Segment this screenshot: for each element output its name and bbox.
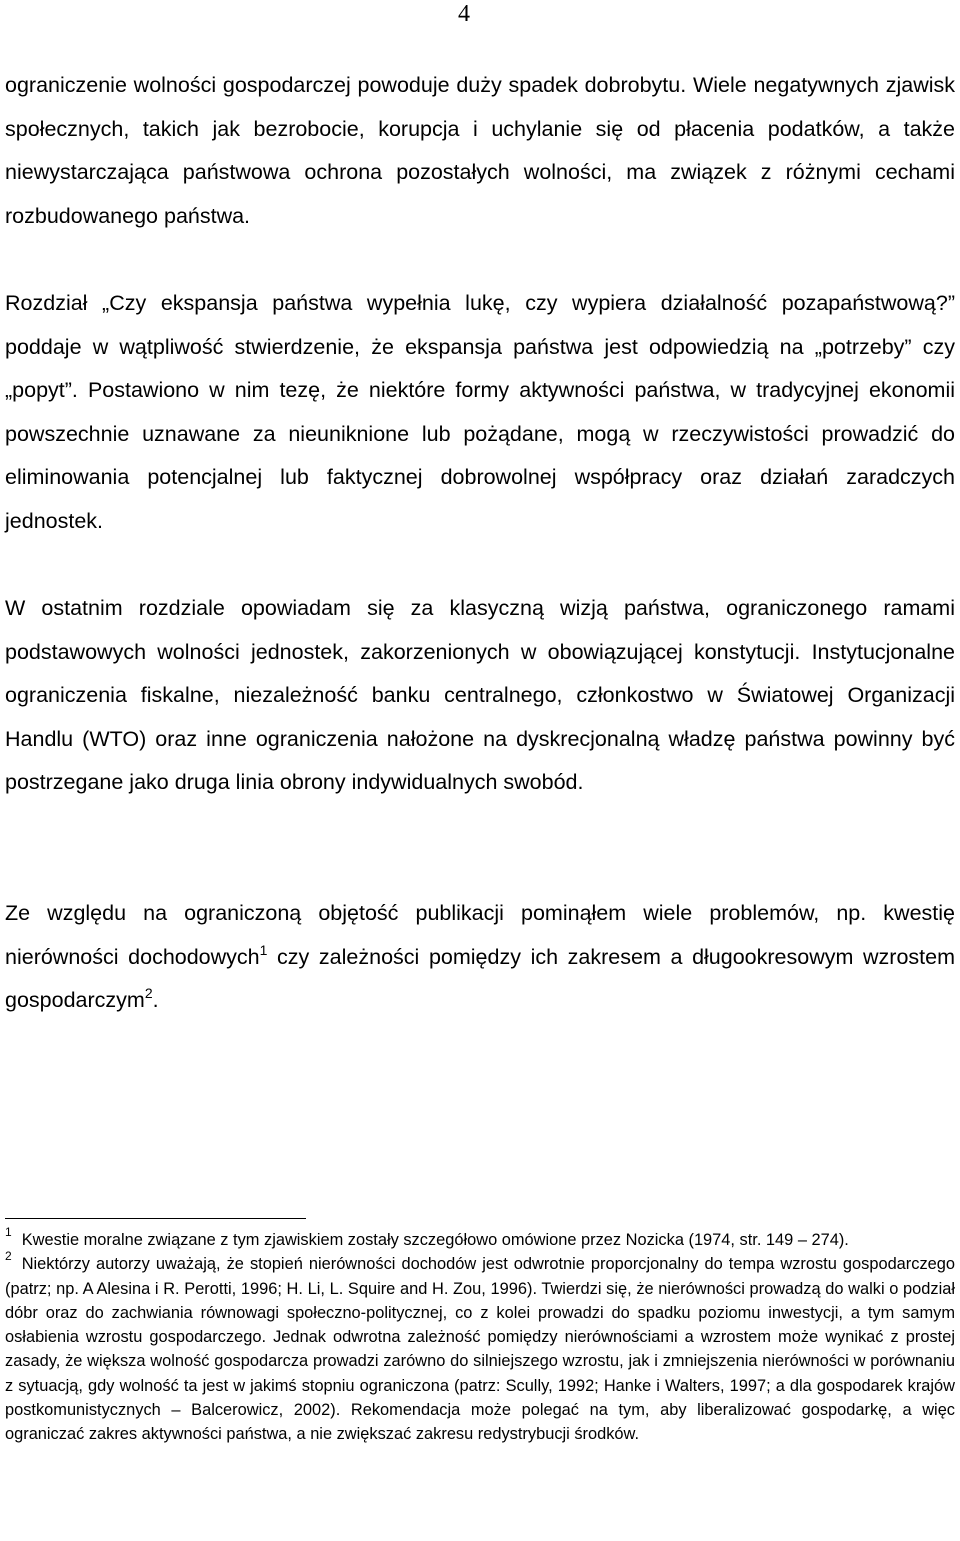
footnote-2 [5, 1249, 955, 1446]
page-number: 4 [458, 1, 470, 27]
paragraph-2: Rozdział „Czy ekspansja państwa wypełnia lukę, czy wypiera działalność pozapaństwową?” poddaje w wątpliwość stwierdzenie, że ekspansja państwa jest odpowiedzią na „potrzeby” czy „popyt”. Postawiono w nim tezę, że niektóre formy aktywności państwa, w tradycyjnej ekonomii powszechnie uznawane za nieuniknione lub pożądane, mogą w rzeczywistości prowadzić do eliminowania potencjalnej lub faktycznej dobrowolnej współpracy oraz działań zaradczych jednostek. [5, 291, 955, 533]
paragraph-3: W ostatnim rozdziale opowiadam się za klasyczną wizją państwa, ograniczonego ramami podstawowych wolności jednostek, zakorzenionych w obowiązującej konstytucji. Instytucjonalne ograniczenia fiskalne, niezależność banku centralnego, członkostwo w Światowej Organizacji Handlu (WTO) oraz inne ograniczenia nałożone na dyskrecjonalną władzę państwa powinny być postrzegane jako druga linia obrony indywidualnych swobód. [5, 596, 955, 795]
paragraph-4-part-3: . [152, 988, 159, 1013]
footnote-ref-2[interactable]: 2 [144, 985, 153, 1002]
footnote-2-mark: 2 [5, 1249, 12, 1264]
paragraph-4 [5, 892, 955, 1023]
paragraph-4-part-1: Ze względu na ograniczoną objętość publikacji pominąłem wiele problemów, np. kwestię nierówności dochodowych [5, 901, 955, 969]
footnote-ref-1[interactable]: 1 [259, 941, 268, 958]
paragraph-1: ograniczenie wolności gospodarczej powoduje duży spadek dobrobytu. Wiele negatywnych zjawisk społecznych, takich jak bezrobocie, korupcja i uchylanie się od płacenia podatków, a także niewystarczająca państwowa ochrona pozostałych wolności, ma związek z różnymi cechami rozbudowanego państwa. [5, 73, 955, 228]
footnote-separator [5, 1218, 306, 1219]
paragraph-4-part-2: czy zależności pomiędzy ich zakresem a długookresowym wzrostem gospodarczym [5, 944, 956, 1013]
footnote-2-text: Niektórzy autorzy uważają, że stopień nierówności dochodów jest odwrotnie proporcjonalny do tempa wzrostu gospodarczego (patrz; np. A Alesina i R. Perotti, 1996; H. Li, L. Squire and H. Zou, 1996). Twierdzi się, że nierówności prowadzą do walki o podział dóbr oraz do zachwiania równowagi społeczno-politycznej, co z kolei prowadzi do spadku poziomu inwestycji, a tym samym osłabienia wzrostu gospodarczego. Jednak odwrotna zależność pomiędzy nierównościami a wzrostem może wynikać z prostej zasady, że większa wolność gospodarcza prowadzi zarówno do silniejszego wzrostu, jak i zmniejszenia nierówności w porównaniu z sytuacją, gdy wolność ta jest w jakimś stopniu ograniczona (patrz: Scully, 1992; Hanke i Walters, 1997; a dla gospodarek krajów postkomunistycznych – Balcerowicz, 2002). Rekomendacja może polegać na tym, aby liberalizować gospodarkę, a więc ograniczać zakres aktywności państwa, a nie zwiększać zakresu redystrybucji środków. [5, 1255, 955, 1444]
footnote-1-mark: 1 [5, 1225, 12, 1239]
footnotes [5, 1225, 955, 1447]
footnote-1 [5, 1225, 955, 1252]
footnote-1-text: Kwestie moralne związane z tym zjawiskiem zostały szczegółowo omówione przez Nozicka (1974, str. 149 – 274). [21, 1231, 849, 1249]
